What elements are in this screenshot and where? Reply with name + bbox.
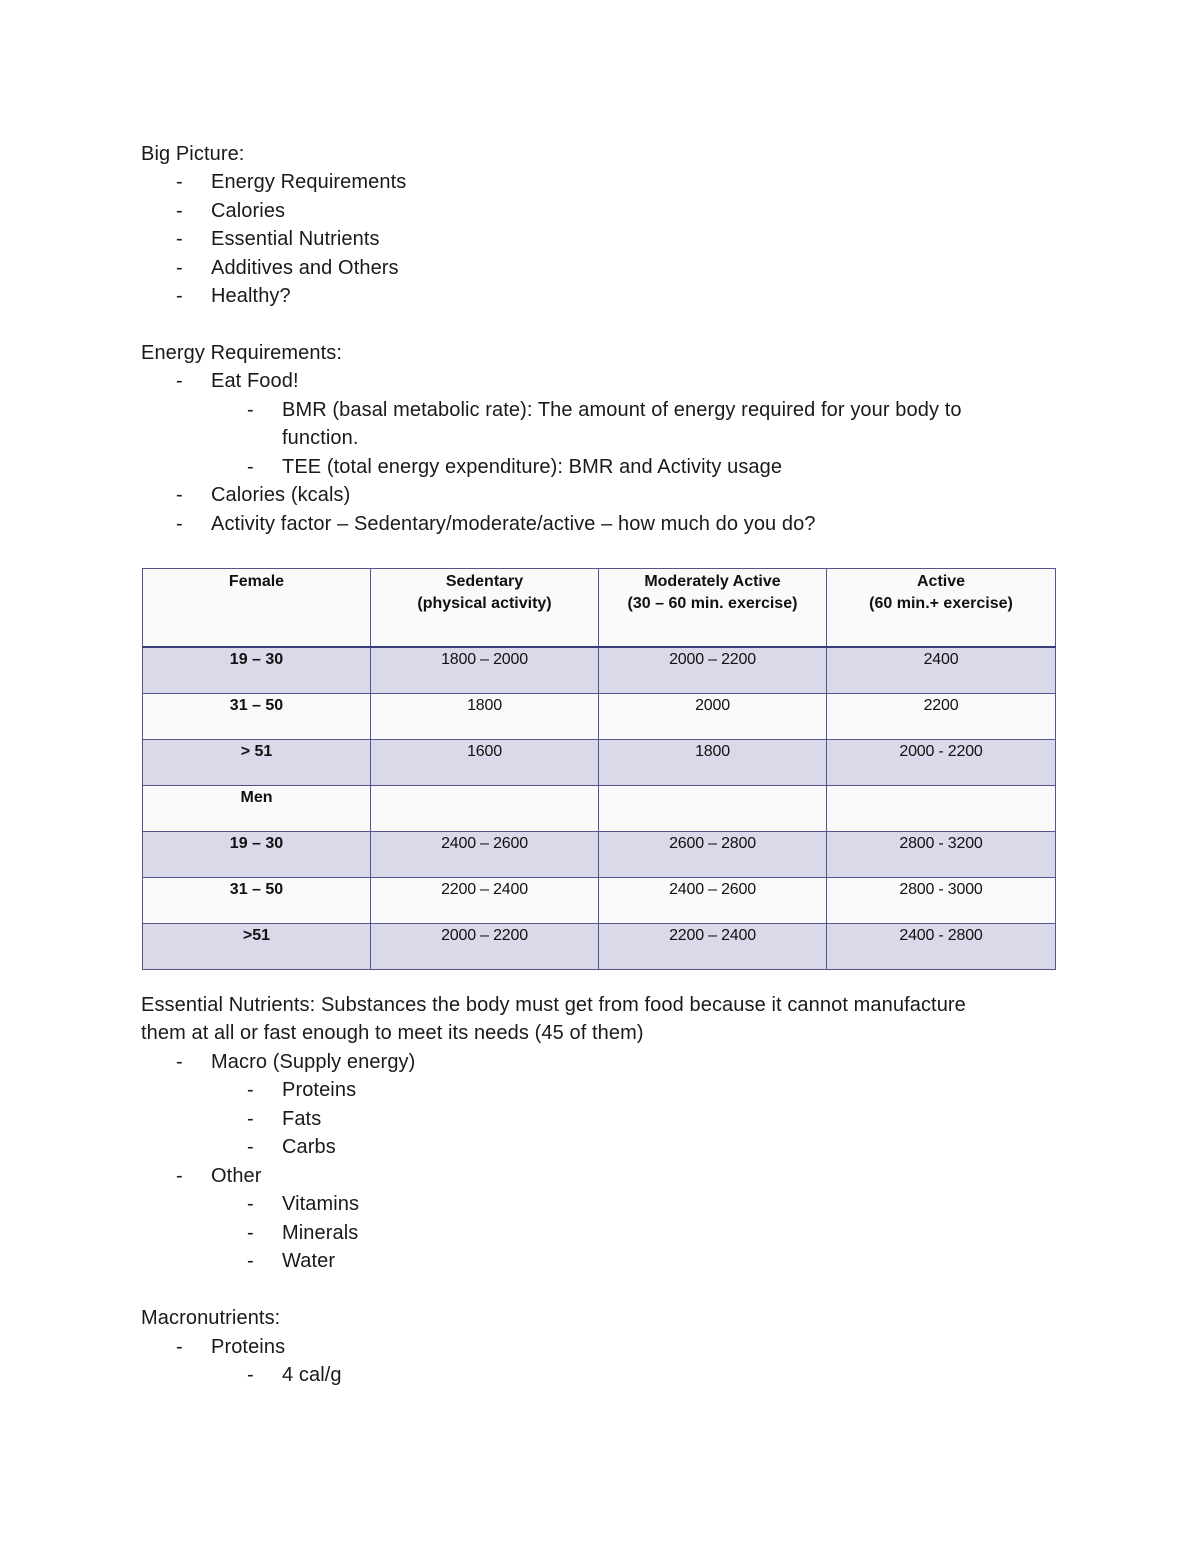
cell-active: 2400 <box>827 647 1056 694</box>
eat-food-item: Eat Food! <box>211 370 299 392</box>
cell-moderate: 2000 <box>599 694 827 740</box>
cell-sedentary: 1600 <box>371 740 599 786</box>
protein-calories-item: 4 cal/g <box>282 1364 342 1386</box>
bullet-dash: - <box>247 1250 254 1272</box>
macro-sub-item: Proteins <box>282 1079 357 1101</box>
row-label: Men <box>143 786 371 832</box>
header-active-title: Active <box>916 573 966 590</box>
header-female <box>143 569 371 648</box>
table-row <box>143 740 1056 786</box>
table-row <box>143 832 1056 878</box>
calories-item: Calories (kcals) <box>211 484 351 506</box>
cell-moderate <box>599 786 827 832</box>
bullet-dash: - <box>176 171 183 193</box>
header-sedentary-title: Sedentary <box>445 573 524 590</box>
big-picture-item: Calories <box>211 200 286 222</box>
bullet-dash: - <box>176 1051 183 1073</box>
table-row <box>143 694 1056 740</box>
cell-sedentary: 2000 – 2200 <box>371 924 599 970</box>
table-row <box>143 924 1056 970</box>
cell-active: 2200 <box>827 694 1056 740</box>
cell-moderate: 2400 – 2600 <box>599 878 827 924</box>
bullet-dash: - <box>247 1222 254 1244</box>
big-picture-item: Energy Requirements <box>211 171 407 193</box>
cell-sedentary: 2400 – 2600 <box>371 832 599 878</box>
table-row <box>143 647 1056 694</box>
macro-sub-item: Carbs <box>282 1136 336 1158</box>
big-picture-heading: Big Picture: <box>141 143 245 165</box>
table-row <box>143 878 1056 924</box>
bmr-item-line2: function. <box>282 427 359 449</box>
bullet-dash: - <box>176 484 183 506</box>
row-label: 31 – 50 <box>143 694 371 740</box>
bullet-dash: - <box>247 399 254 421</box>
row-label: 19 – 30 <box>143 647 371 694</box>
cell-sedentary: 2200 – 2400 <box>371 878 599 924</box>
cell-sedentary <box>371 786 599 832</box>
energy-requirements-table <box>142 568 1056 970</box>
proteins-item: Proteins <box>211 1336 286 1358</box>
table-row <box>143 786 1056 832</box>
other-item: Other <box>211 1165 262 1187</box>
macro-item: Macro (Supply energy) <box>211 1051 416 1073</box>
cell-moderate: 2200 – 2400 <box>599 924 827 970</box>
tee-item: TEE (total energy expenditure): BMR and Activity usage <box>282 456 783 478</box>
other-sub-item: Vitamins <box>282 1193 360 1215</box>
bullet-dash: - <box>176 1165 183 1187</box>
row-label: >51 <box>143 924 371 970</box>
bullet-dash: - <box>247 1079 254 1101</box>
bullet-dash: - <box>176 370 183 392</box>
header-sedentary-sub: (physical activity) <box>417 595 552 612</box>
header-active <box>827 569 1056 648</box>
cell-moderate: 2000 – 2200 <box>599 647 827 694</box>
bullet-dash: - <box>176 228 183 250</box>
cell-active <box>827 786 1056 832</box>
row-label: > 51 <box>143 740 371 786</box>
header-female-label: Female <box>228 573 285 590</box>
bmr-item-line1: BMR (basal metabolic rate): The amount of energy required for your body to <box>282 399 962 421</box>
row-label: 19 – 30 <box>143 832 371 878</box>
bullet-dash: - <box>247 1193 254 1215</box>
activity-factor-item: Activity factor – Sedentary/moderate/active – how much do you do? <box>211 513 816 535</box>
big-picture-item: Healthy? <box>211 285 291 307</box>
macronutrients-heading: Macronutrients: <box>141 1307 281 1329</box>
bullet-dash: - <box>176 257 183 279</box>
header-moderately-active <box>599 569 827 648</box>
cell-moderate: 2600 – 2800 <box>599 832 827 878</box>
essential-nutrients-line1: Essential Nutrients: Substances the body must get from food because it cannot manufacture <box>141 994 966 1016</box>
header-sedentary <box>371 569 599 648</box>
other-sub-item: Minerals <box>282 1222 359 1244</box>
header-moderate-title: Moderately Active <box>644 573 781 590</box>
other-sub-item: Water <box>282 1250 336 1272</box>
bullet-dash: - <box>247 1108 254 1130</box>
row-label: 31 – 50 <box>143 878 371 924</box>
bullet-dash: - <box>176 513 183 535</box>
header-active-sub: (60 min.+ exercise) <box>869 595 1013 612</box>
energy-requirements-heading: Energy Requirements: <box>141 342 342 364</box>
cell-sedentary: 1800 – 2000 <box>371 647 599 694</box>
bullet-dash: - <box>176 1336 183 1358</box>
bullet-dash: - <box>247 456 254 478</box>
macro-sub-item: Fats <box>282 1108 322 1130</box>
header-moderate-sub: (30 – 60 min. exercise) <box>627 595 798 612</box>
table-header-row <box>143 569 1056 648</box>
cell-active: 2400 - 2800 <box>827 924 1056 970</box>
big-picture-item: Essential Nutrients <box>211 228 380 250</box>
bullet-dash: - <box>176 200 183 222</box>
bullet-dash: - <box>247 1136 254 1158</box>
bullet-dash: - <box>247 1364 254 1386</box>
cell-sedentary: 1800 <box>371 694 599 740</box>
cell-active: 2800 - 3200 <box>827 832 1056 878</box>
bullet-dash: - <box>176 285 183 307</box>
cell-moderate: 1800 <box>599 740 827 786</box>
big-picture-item: Additives and Others <box>211 257 399 279</box>
cell-active: 2800 - 3000 <box>827 878 1056 924</box>
essential-nutrients-line2: them at all or fast enough to meet its needs (45 of them) <box>141 1022 644 1044</box>
cell-active: 2000 - 2200 <box>827 740 1056 786</box>
